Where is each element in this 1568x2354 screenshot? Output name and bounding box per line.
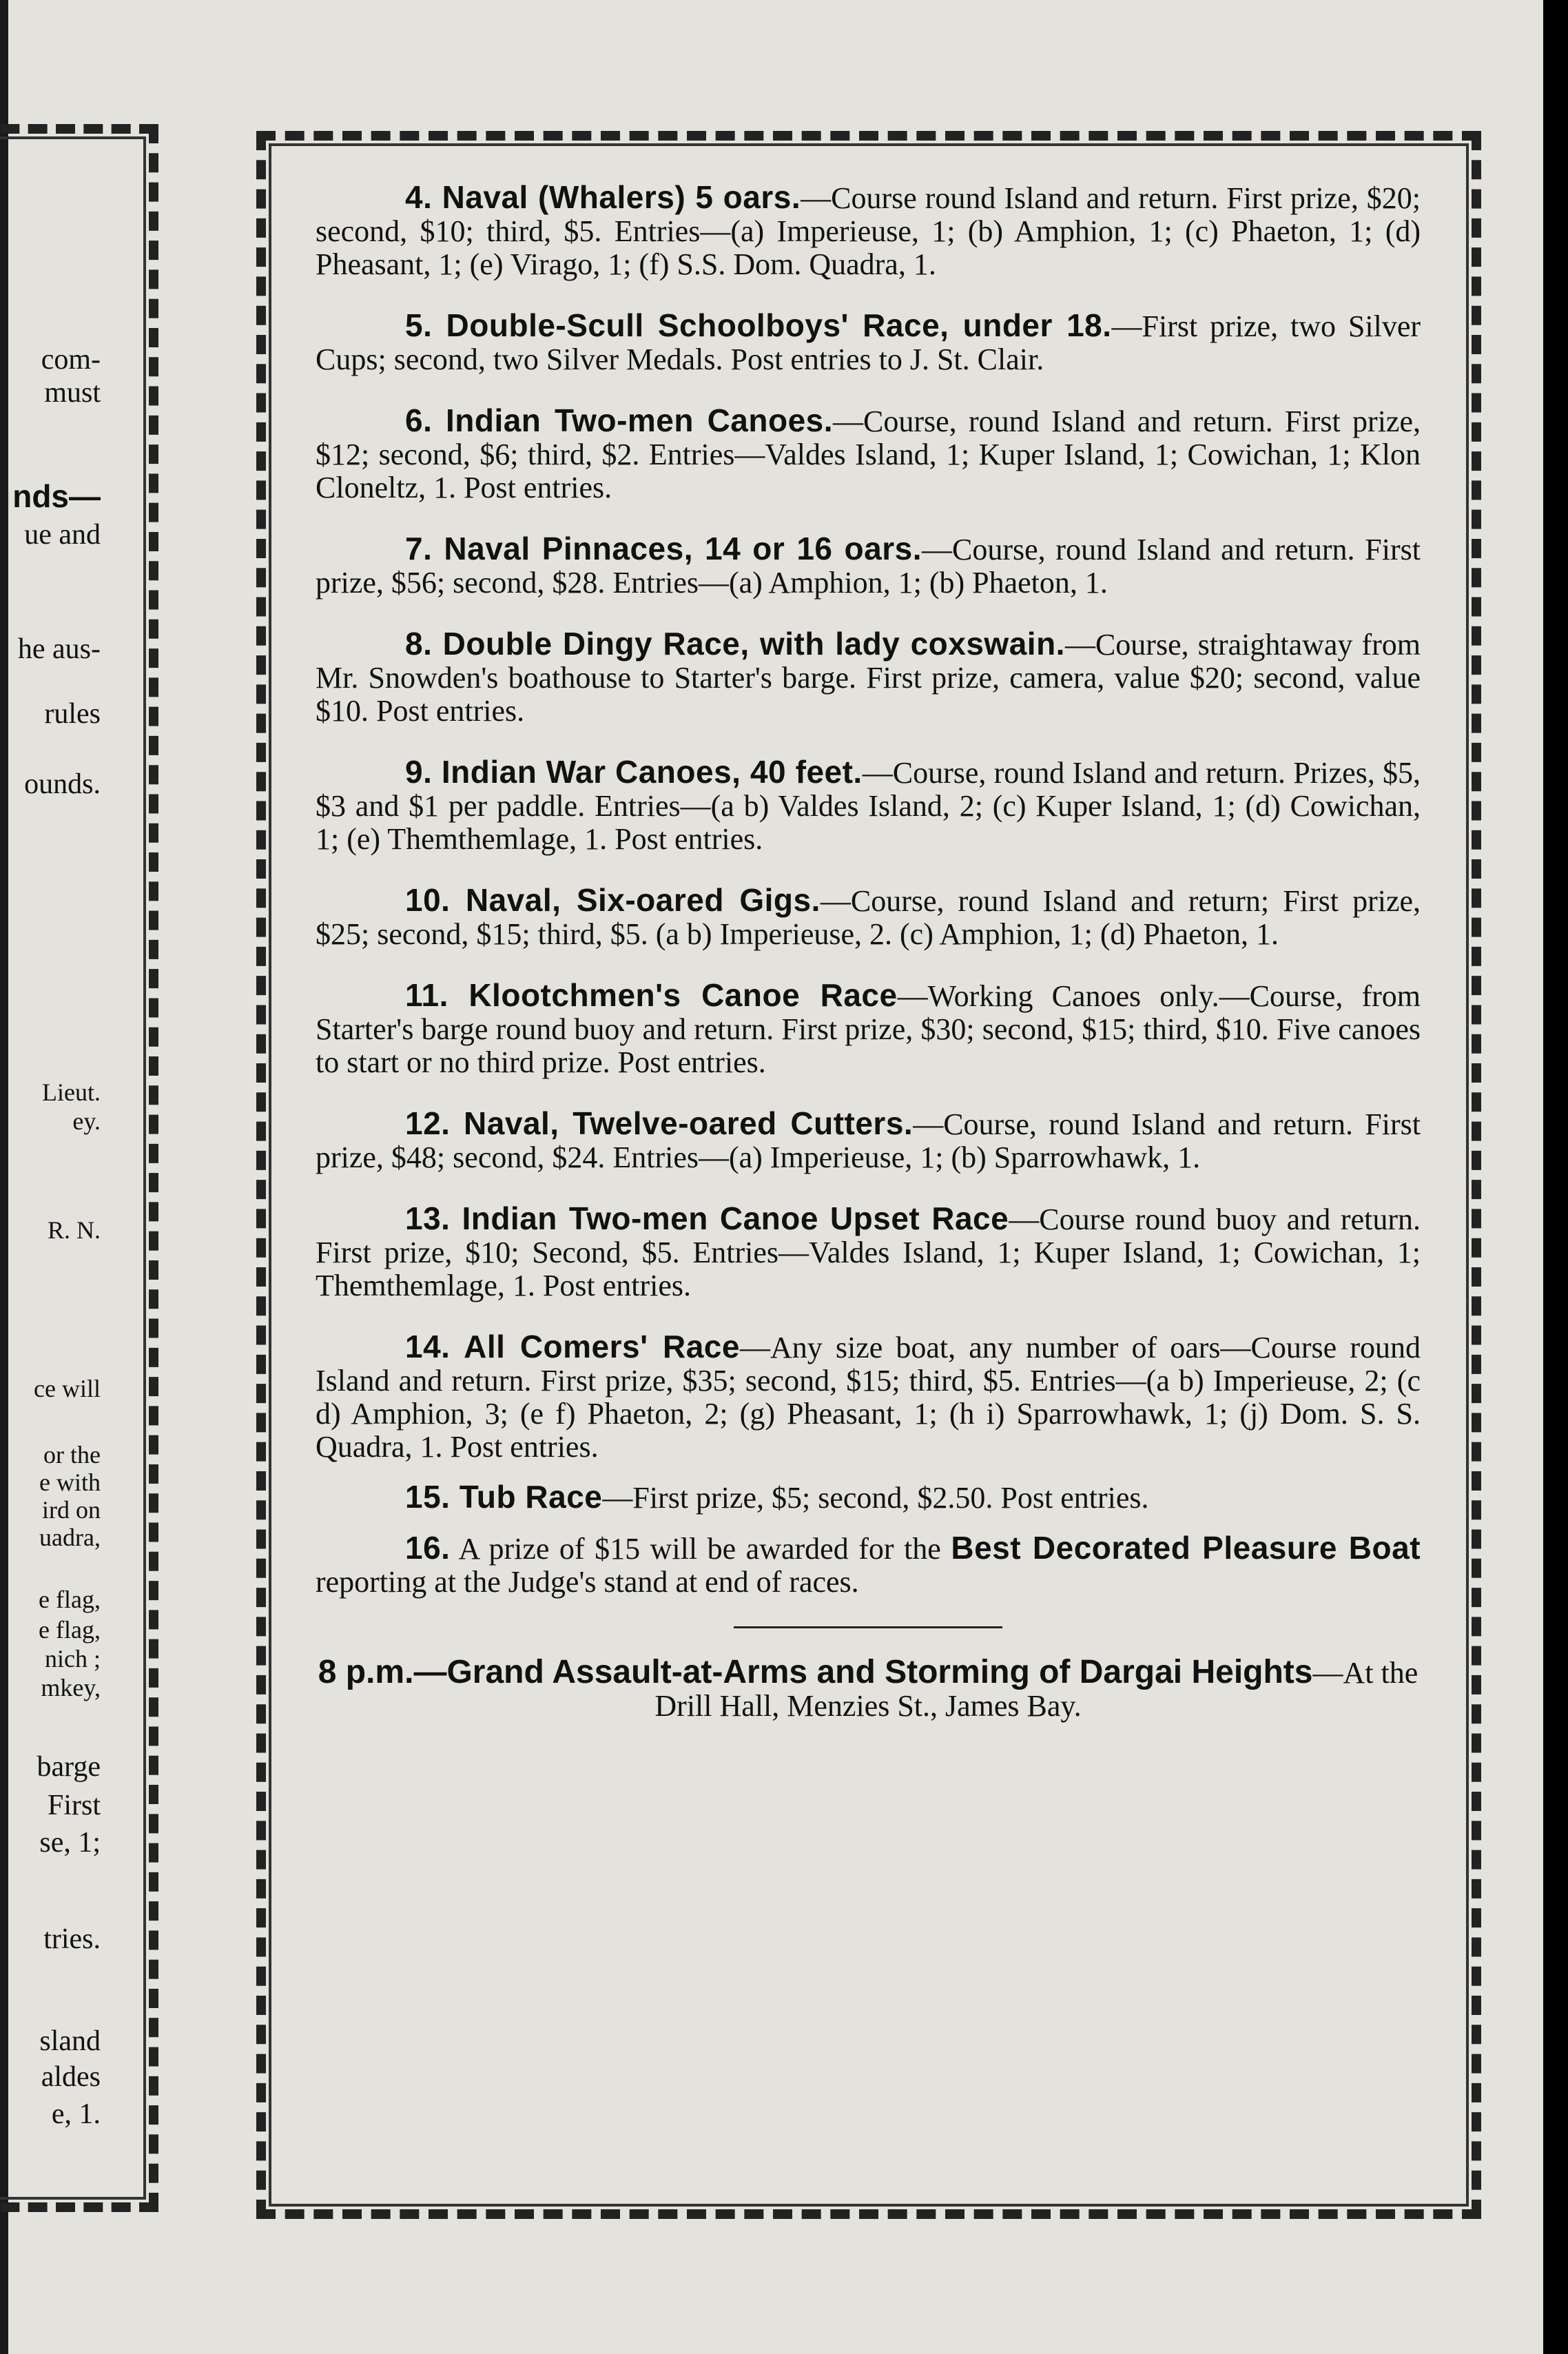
race-entry-13 bbox=[316, 1202, 1421, 1302]
race-heading: 9. Indian War Canoes, 40 feet. bbox=[405, 754, 863, 790]
race-details: A prize of $15 will be awarded for the bbox=[450, 1532, 951, 1566]
race-details: —Course, round Island and return. First prize, $12; second, $6; third, $2. Entries—Valdes Island, 1; Kuper Island, 1; Cowichan, 1; Klon Cloneltz, 1. Post entries. bbox=[316, 405, 1421, 504]
evening-heading: 8 p.m.—Grand Assault-at-Arms and Storming of Dargai Heights bbox=[318, 1654, 1313, 1690]
section-divider bbox=[734, 1626, 1002, 1628]
race-details: —Any size boat, any number of oars—Course round Island and return. First prize, $35; second, $15; third, $5. Entries—(a b) Imperieuse, 2; (c d) Amphion, 3; (e f) Phaeton, 2; (g) Pheasant, 1; (h i) Sparrowhawk, 1; (j) Dom. S. S. Quadra, 1. Post entries. bbox=[316, 1331, 1421, 1464]
prize-title: Best Decorated Pleasure Boat bbox=[951, 1530, 1421, 1566]
left-fragment: ey. bbox=[72, 1107, 101, 1135]
race-heading: 13. Indian Two-men Canoe Upset Race bbox=[405, 1200, 1009, 1236]
race-heading: 12. Naval, Twelve-oared Cutters. bbox=[405, 1105, 914, 1141]
left-fragment: barge bbox=[37, 1751, 101, 1783]
left-fragment: e with bbox=[39, 1468, 101, 1496]
left-fragment: mkey, bbox=[41, 1674, 101, 1701]
race-heading: 8. Double Dingy Race, with lady coxswain. bbox=[405, 626, 1065, 662]
race-entry-7 bbox=[316, 532, 1421, 600]
left-fragment: aldes bbox=[41, 2061, 101, 2093]
left-fragment: ue and bbox=[24, 519, 101, 551]
left-fragment: he aus- bbox=[17, 633, 101, 665]
race-heading: 4. Naval (Whalers) 5 oars. bbox=[405, 179, 801, 215]
left-fragment: Lieut. bbox=[42, 1078, 101, 1106]
left-fragment: uadra, bbox=[39, 1524, 101, 1551]
race-details: reporting at the Judge's stand at end of races. bbox=[316, 1565, 859, 1599]
evening-event bbox=[316, 1656, 1421, 1723]
race-entry-16 bbox=[316, 1531, 1421, 1599]
race-programme bbox=[316, 181, 1421, 1723]
left-fragment: com- bbox=[41, 344, 101, 376]
left-fragment: nich ; bbox=[45, 1645, 101, 1672]
race-heading: 16. bbox=[405, 1530, 451, 1566]
race-entry-5 bbox=[316, 309, 1421, 376]
race-details: —Course round Island and return. First prize, $20; second, $10; third, $5. Entries—(a) Imperieuse, 1; (b) Amphion, 1; (c) Phaeton, 1; (d) Pheasant, 1; (e) Virago, 1; (f) S.S. Dom. Quadra, 1. bbox=[316, 181, 1421, 281]
race-details: —Course, round Island and return. First prize, $48; second, $24. Entries—(a) Imperieuse, 1; (b) Sparrowhawk, 1. bbox=[316, 1107, 1421, 1174]
race-heading: 5. Double-Scull Schoolboys' Race, under 18. bbox=[405, 307, 1112, 343]
race-entry-15 bbox=[316, 1480, 1421, 1515]
left-fragment: ce will bbox=[34, 1375, 101, 1402]
race-details: —First prize, two Silver Cups; second, two Silver Medals. Post entries to J. St. Clair. bbox=[316, 309, 1421, 376]
left-fragment: e flag, bbox=[39, 1616, 101, 1644]
left-fragment: ird on bbox=[42, 1496, 101, 1524]
left-fragment: rules bbox=[44, 698, 101, 730]
race-entry-4 bbox=[316, 181, 1421, 281]
race-entry-8 bbox=[316, 627, 1421, 728]
left-fragment: se, 1; bbox=[39, 1827, 101, 1859]
left-fragment: must bbox=[44, 377, 101, 409]
race-entry-6 bbox=[316, 404, 1421, 504]
race-heading: 15. Tub Race bbox=[405, 1479, 603, 1515]
race-heading: 11. Klootchmen's Canoe Race bbox=[405, 977, 898, 1013]
race-heading: 7. Naval Pinnaces, 14 or 16 oars. bbox=[405, 531, 922, 566]
race-details: —Working Canoes only.—Course, from Starter's barge round buoy and return. First prize, $30; second, $15; third, $10. Five canoes to start or no third prize. Post entries. bbox=[316, 979, 1421, 1079]
race-entry-10 bbox=[316, 883, 1421, 951]
race-details: —Course, round Island and return. First prize, $56; second, $28. Entries—(a) Amphion, 1; (b) Phaeton, 1. bbox=[316, 533, 1421, 600]
left-fragment: sland bbox=[39, 2025, 101, 2057]
race-entry-9 bbox=[316, 755, 1421, 856]
left-fragment: First bbox=[47, 1790, 101, 1821]
left-fragment: ounds. bbox=[24, 768, 101, 800]
evening-details: —At the Drill Hall, Menzies St., James Bay. bbox=[654, 1656, 1419, 1723]
left-fragment: R. N. bbox=[47, 1216, 101, 1244]
left-fragment: e, 1. bbox=[51, 2098, 101, 2130]
race-heading: 6. Indian Two-men Canoes. bbox=[405, 402, 834, 438]
left-fragment: tries. bbox=[43, 1923, 101, 1955]
race-heading: 14. All Comers' Race bbox=[405, 1329, 740, 1364]
left-page-border bbox=[0, 124, 158, 2212]
race-details: —Course, straightaway from Mr. Snowden's boathouse to Starter's barge. First prize, camera, value $20; second, value $10. Post entries. bbox=[316, 628, 1421, 728]
left-fragment: or the bbox=[43, 1441, 101, 1468]
race-details: —Course round buoy and return. First prize, $10; Second, $5. Entries—Valdes Island, 1; Kuper Island, 1; Cowichan, 1; Themthemlage, 1. Post entries. bbox=[316, 1202, 1421, 1302]
race-heading: 10. Naval, Six-oared Gigs. bbox=[405, 882, 821, 918]
race-details: —Course, round Island and return; First prize, $25; second, $15; third, $5. (a b) Imperieuse, 2. (c) Amphion, 1; (d) Phaeton, 1. bbox=[316, 884, 1421, 951]
left-fragment: nds— bbox=[12, 478, 101, 514]
race-details: —First prize, $5; second, $2.50. Post entries. bbox=[602, 1481, 1149, 1515]
left-fragment: e flag, bbox=[39, 1586, 101, 1613]
race-entry-14 bbox=[316, 1330, 1421, 1464]
race-entry-11 bbox=[316, 979, 1421, 1079]
race-details: —Course, round Island and return. Prizes, $5, $3 and $1 per paddle. Entries—(a b) Valdes Island, 2; (c) Kuper Island, 1; (d) Cowichan, 1; (e) Themthemlage, 1. Post entries. bbox=[316, 756, 1421, 856]
race-entry-12 bbox=[316, 1107, 1421, 1174]
